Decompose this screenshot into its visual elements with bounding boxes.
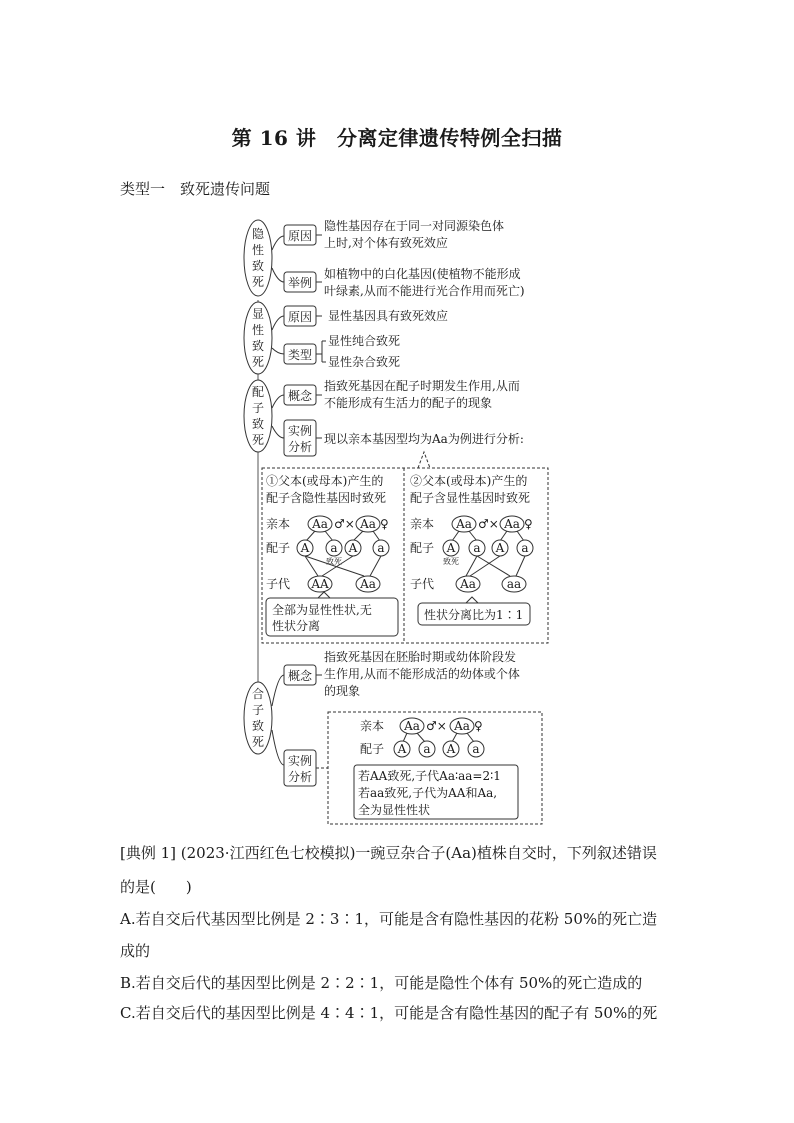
zygote-label-char: 子 (251, 703, 265, 717)
right-parent-genotype: Aa (504, 517, 520, 531)
left-cross-symbol: ♂× (334, 517, 355, 531)
zygote-label-char: 致 (251, 719, 265, 733)
zygote-gamete-label: 配子 (360, 742, 385, 756)
zygote-label-char: 合 (251, 687, 265, 701)
dominant-reason-tag: 原因 (287, 310, 313, 324)
right-gamete: a (521, 541, 529, 555)
gamete-example-tag: 实例 (287, 424, 313, 438)
right-female-symbol: ♀ (524, 517, 533, 531)
gamete-label-char: 死 (251, 433, 265, 447)
option-c: C.若自交后代的基因型比例是 4∶4∶1，可能是含有隐性基因的配子有 50%的死 (120, 1004, 658, 1022)
zygote-gamete: a (423, 742, 431, 756)
zygote-label-char: 死 (251, 735, 265, 749)
zygote-concept-tag: 概念 (287, 669, 313, 683)
zygote-example-tag: 分析 (287, 770, 313, 784)
recessive-label-char: 性 (251, 243, 265, 257)
left-parent-genotype: Aa (360, 517, 376, 531)
right-offspring: Aa (460, 577, 476, 591)
zygote-gamete: A (446, 742, 456, 756)
question-stem-cont: 的是( ) (120, 878, 192, 896)
question-stem: [典例 1] (2023·江西红色七校模拟)一豌豆杂合子(Aa)植株自交时，下列叙述错误 (120, 844, 657, 862)
page-title: 第 16 讲 分离定律遗传特例全扫描 (231, 126, 563, 150)
zygote-parent-genotype: Aa (454, 719, 470, 733)
zygote-female-symbol: ♀ (474, 719, 483, 733)
left-result-text: 性状分离 (272, 619, 321, 633)
gamete-row-label: 配子 (410, 541, 435, 555)
right-cross-symbol: ♂× (478, 517, 499, 531)
recessive-example-tag: 举例 (287, 276, 313, 290)
option-a: A.若自交后代基因型比例是 2∶3∶1，可能是含有隐性基因的花粉 50%的死亡造 (120, 910, 658, 928)
right-case-heading: 配子含显性基因时致死 (410, 491, 531, 505)
recessive-reason-text: 上时,对个体有致死效应 (324, 236, 448, 250)
zygote-concept-text: 指致死基因在胚胎时期或幼体阶段发 (324, 650, 517, 664)
option-b: B.若自交后代的基因型比例是 2∶2∶1，可能是隐性个体有 50%的死亡造成的 (120, 974, 643, 992)
dominant-type-text: 显性杂合致死 (328, 355, 401, 369)
left-offspring: AA (311, 577, 329, 591)
recessive-label-char: 隐 (251, 227, 265, 241)
zygote-result-text: 若aa致死,子代为AA和Aa, (358, 786, 498, 800)
recessive-label-char: 死 (251, 275, 265, 289)
left-case-heading: 配子含隐性基因时致死 (266, 491, 387, 505)
zygote-result-text: 全为显性性状 (358, 803, 431, 817)
right-gamete: a (473, 541, 481, 555)
gamete-example-tag: 分析 (287, 440, 313, 454)
right-gamete: A (495, 541, 505, 555)
recessive-reason-tag: 原因 (287, 229, 313, 243)
zygote-result-text: 若AA致死,子代Aa∶aa=2∶1 (358, 769, 501, 783)
gamete-label-char: 配 (251, 385, 265, 399)
left-gamete: a (330, 541, 338, 555)
offspring-row-label: 子代 (266, 577, 291, 591)
dominant-label-char: 死 (251, 355, 265, 369)
right-case-heading: ②父本(或母本)产生的 (410, 474, 528, 488)
dominant-type-tag: 类型 (287, 348, 313, 362)
right-offspring: aa (506, 577, 522, 591)
zygote-parent-genotype: Aa (404, 719, 420, 733)
left-gamete: A (300, 541, 310, 555)
recessive-example-text: 叶绿素,从而不能进行光合作用而死亡) (324, 284, 525, 298)
dominant-label-char: 性 (251, 323, 265, 337)
dominant-reason-text: 显性基因具有致死效应 (328, 309, 449, 323)
right-parent-genotype: Aa (456, 517, 472, 531)
dominant-type-text: 显性纯合致死 (328, 334, 401, 348)
gamete-example-text: 现以亲本基因型均为Aa为例进行分析: (324, 432, 524, 446)
gamete-concept-text: 指致死基因在配子时期发生作用,从而 (324, 379, 520, 393)
zygote-gamete: a (472, 742, 480, 756)
right-death-mark: 致死 (443, 557, 459, 566)
parent-row-label: 亲本 (266, 517, 291, 531)
zygote-example-tag: 实例 (287, 754, 313, 768)
recessive-reason-text: 隐性基因存在于同一对同源染色体 (324, 219, 505, 233)
section-heading: 类型一 致死遗传问题 (120, 180, 271, 198)
left-case-heading: ①父本(或母本)产生的 (266, 474, 384, 488)
gamete-concept-text: 不能形成有生活力的配子的现象 (324, 396, 493, 410)
left-female-symbol: ♀ (380, 517, 389, 531)
left-parent-genotype: Aa (312, 517, 328, 531)
gamete-row-label: 配子 (266, 541, 291, 555)
left-offspring: Aa (360, 577, 376, 591)
left-gamete: a (377, 541, 385, 555)
parent-row-label: 亲本 (410, 517, 435, 531)
right-gamete: A (446, 541, 456, 555)
left-result-text: 全部为显性性状,无 (272, 603, 372, 617)
left-gamete: A (348, 541, 358, 555)
right-result-text: 性状分离比为1∶1 (424, 608, 524, 622)
zygote-cross-symbol: ♂× (426, 719, 447, 733)
gamete-label-char: 子 (251, 401, 265, 415)
gamete-label-char: 致 (251, 417, 265, 431)
zygote-concept-text: 的现象 (324, 684, 361, 698)
option-a-cont: 成的 (120, 942, 151, 960)
offspring-row-label: 子代 (410, 577, 435, 591)
recessive-label-char: 致 (251, 259, 265, 273)
dominant-label-char: 显 (251, 307, 265, 321)
dominant-label-char: 致 (251, 339, 265, 353)
zygote-concept-text: 生作用,从而不能形成活的幼体或个体 (324, 667, 520, 681)
zygote-parent-label: 亲本 (360, 719, 385, 733)
recessive-example-text: 如植物中的白化基因(使植物不能形成 (324, 267, 521, 281)
left-death-mark: 致死 (326, 557, 342, 566)
zygote-gamete: A (397, 742, 407, 756)
gamete-concept-tag: 概念 (287, 389, 313, 403)
